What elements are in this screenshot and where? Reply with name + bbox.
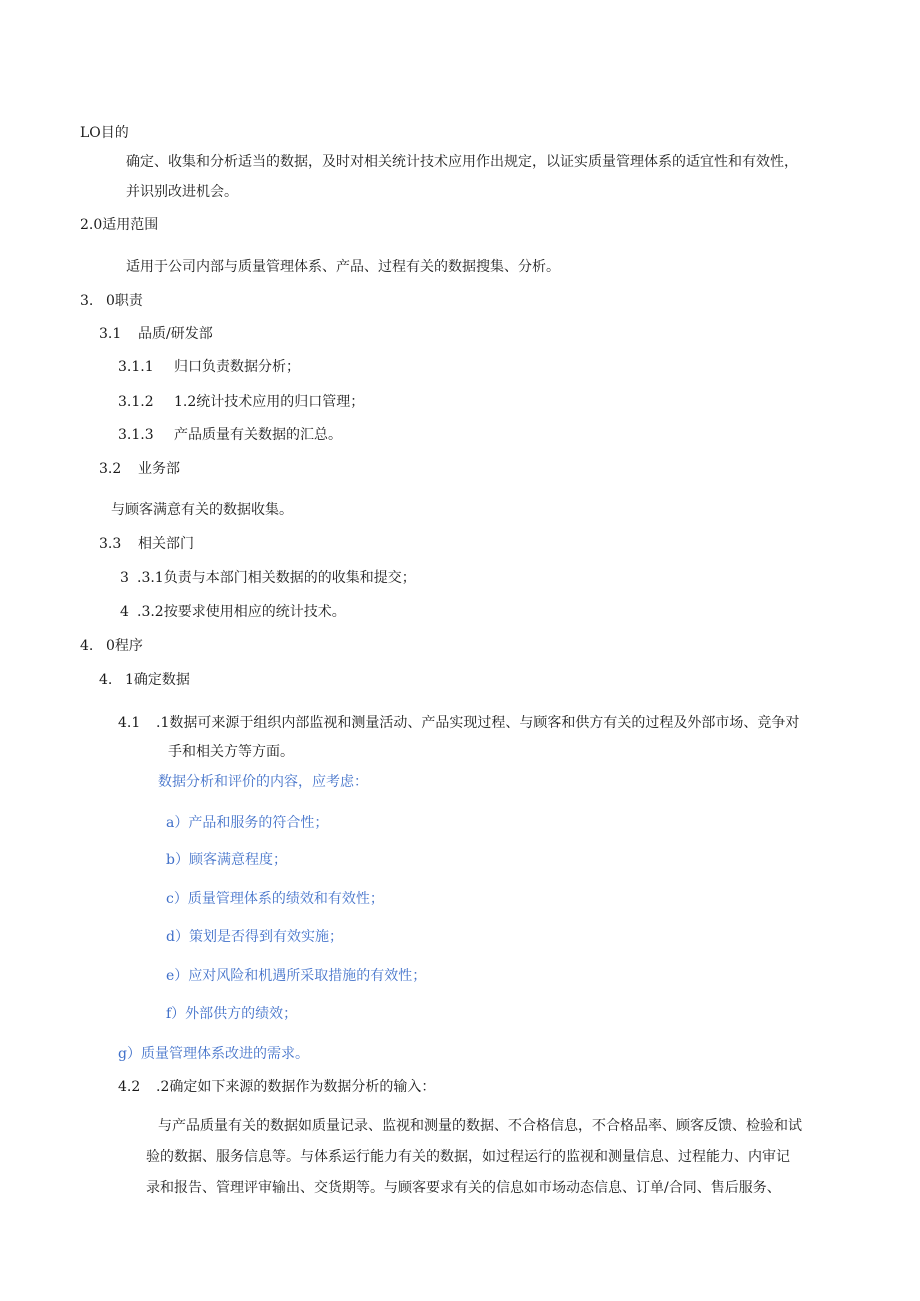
section-1-body-line-1: 确定、收集和分析适当的数据，及时对相关统计技术应用作出规定，以证实质量管理体系的适宜性和有效性， — [126, 154, 798, 170]
section-2-heading: 2.0适用范围 — [80, 217, 159, 233]
item-3-1-3-text: 产品质量有关数据的汇总。 — [174, 427, 342, 443]
item-4-1-1-text-line-2: 手和相关方等方面。 — [168, 744, 294, 760]
item-3-1-2-text: 1.2统计技术应用的归口管理； — [174, 394, 365, 410]
subsection-3-1 — [99, 325, 213, 343]
item-3-3-1 — [120, 569, 416, 587]
subsection-3-3-number: 3.3 — [99, 536, 122, 552]
item-3-1-1 — [118, 358, 300, 376]
subsection-3-3 — [99, 535, 194, 553]
section-3-heading — [80, 292, 143, 310]
subsection-3-1-title: 品质/研发部 — [138, 326, 213, 342]
item-3-1-1-text: 归口负责数据分析； — [174, 359, 300, 375]
item-4-2-paragraph-line-2: 验的数据、服务信息等。与体系运行能力有关的数据，如过程运行的监视和测量信息、过程能力、内审记 — [146, 1149, 790, 1165]
analysis-item-g: g）质量管理体系改进的需求。 — [118, 1046, 309, 1062]
item-3-3-2 — [120, 603, 346, 621]
subsection-3-2 — [99, 460, 180, 478]
analysis-item-f: f）外部供方的绩效； — [166, 1006, 298, 1022]
section-3-number: 3. — [80, 293, 94, 309]
subsection-3-1-number: 3.1 — [99, 326, 122, 342]
item-3-3-2-text: .3.2按要求使用相应的统计技术。 — [137, 604, 346, 620]
item-3-1-3-number: 3.1.3 — [118, 427, 154, 443]
item-4-2 — [118, 1078, 435, 1096]
subsection-4-1 — [99, 671, 190, 689]
analysis-item-d: d）策划是否得到有效实施； — [166, 929, 343, 945]
subsection-3-2-number: 3.2 — [99, 461, 122, 477]
subsection-3-2-title: 业务部 — [138, 461, 180, 477]
item-3-1-2 — [118, 393, 364, 411]
section-1-body-line-2: 并识别改进机会。 — [126, 184, 238, 200]
item-4-2-number: 4.2 — [118, 1079, 141, 1095]
item-4-1-1-text-line-1: .1数据可来源于组织内部监视和测量活动、产品实现过程、与顾客和供方有关的过程及外部市场、竞争对 — [156, 715, 800, 731]
analysis-intro: 数据分析和评价的内容，应考虑： — [158, 774, 368, 790]
subsection-3-2-body: 与顾客满意有关的数据收集。 — [111, 502, 293, 518]
analysis-item-e: e）应对风险和机遇所采取措施的有效性； — [166, 968, 427, 984]
item-4-1-1-number: 4.1 — [118, 715, 141, 731]
item-4-2-paragraph-line-3: 录和报告、管理评审输出、交货期等。与顾客要求有关的信息如市场动态信息、订单/合同、售后服务、 — [146, 1180, 781, 1196]
item-4-2-text: .2确定如下来源的数据作为数据分析的输入： — [156, 1079, 436, 1095]
section-3-title: 0职责 — [106, 293, 143, 309]
item-3-3-1-text: .3.1负责与本部门相关数据的的收集和提交； — [137, 570, 416, 586]
item-3-3-1-number: 3 — [120, 570, 129, 586]
item-3-1-1-number: 3.1.1 — [118, 359, 154, 375]
analysis-item-c: c）质量管理体系的绩效和有效性； — [166, 891, 384, 907]
section-1-heading: LO目的 — [80, 125, 129, 141]
section-4-title: 0程序 — [106, 638, 143, 654]
item-3-3-2-number: 4 — [120, 604, 129, 620]
item-4-2-paragraph-line-1: 与产品质量有关的数据如质量记录、监视和测量的数据、不合格信息，不合格品率、顾客反馈、检验和试 — [158, 1118, 802, 1134]
item-3-1-3 — [118, 426, 342, 444]
section-4-number: 4. — [80, 638, 94, 654]
subsection-3-3-title: 相关部门 — [138, 536, 194, 552]
analysis-item-b: b）顾客满意程度； — [166, 852, 287, 868]
item-4-1-1 — [118, 714, 799, 732]
subsection-4-1-number: 4. — [99, 672, 113, 688]
subsection-4-1-title: 1确定数据 — [125, 672, 190, 688]
item-3-1-2-number: 3.1.2 — [118, 394, 154, 410]
analysis-item-a: a）产品和服务的符合性； — [166, 815, 329, 831]
section-2-body: 适用于公司内部与质量管理体系、产品、过程有关的数据搜集、分析。 — [126, 259, 560, 275]
section-4-heading — [80, 637, 143, 655]
